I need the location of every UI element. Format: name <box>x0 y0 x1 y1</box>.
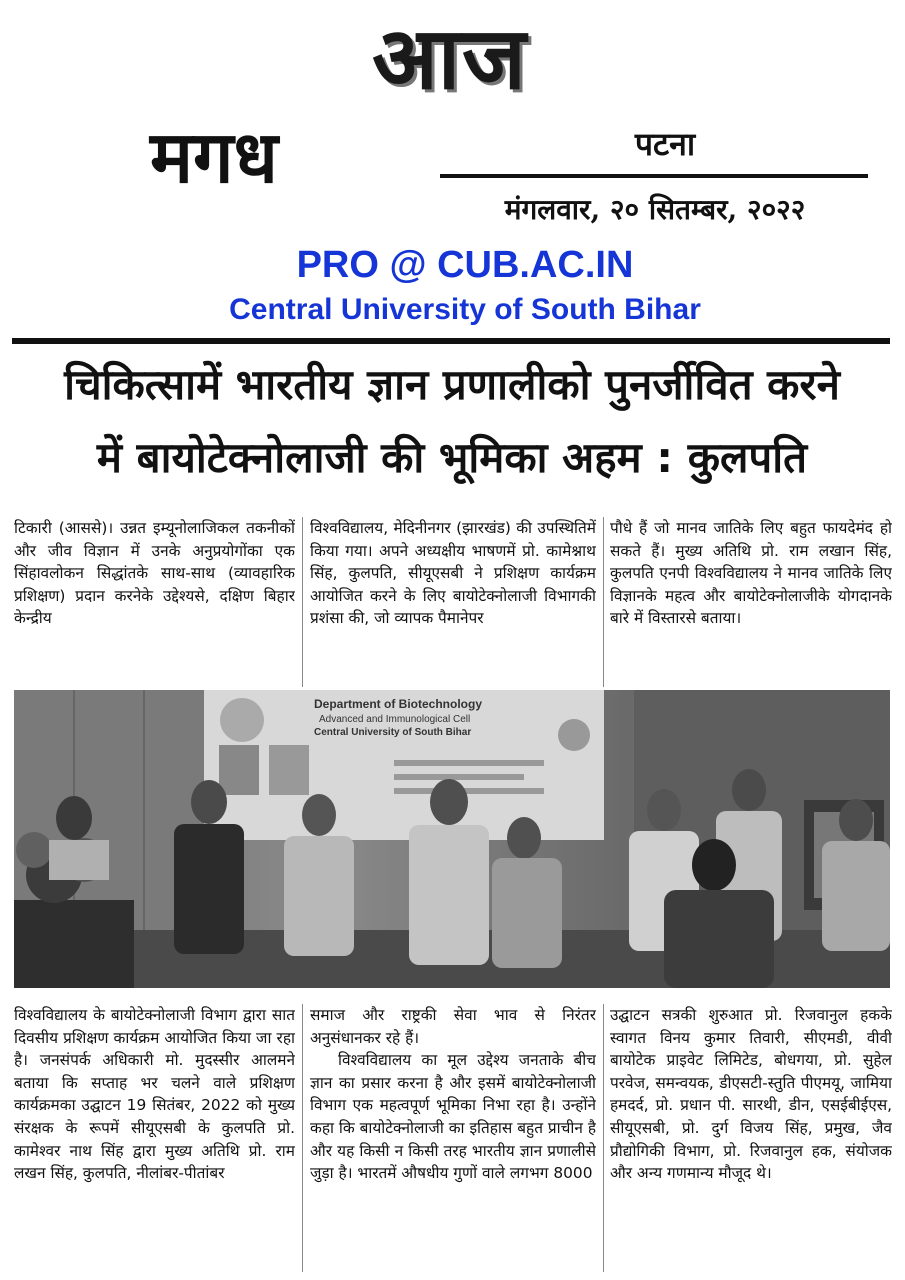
article-paragraph: विश्वविद्यालय का मूल उद्देश्य जनताके बीच ज्ञान का प्रसार करना है और इसमें बायोटेक्नोलाजी विभाग एक महत्वपूर्ण भूमिका निभा रहा है। उन्होंने कहा कि बायोटेक्नोलाजी का इतिहास बहुत प्राचीन है और यह किसी न किसी तरह भारतीय ज्ञान प्रणालीसे जुड़ा है। भारतमें औषधीय गुणों वाले लगभग 8000 <box>310 1051 596 1183</box>
newspaper-logo: आज <box>372 9 528 109</box>
event-photo <box>14 690 890 988</box>
column-divider <box>603 1004 604 1272</box>
publication-date: मंगलवार, २० सितम्बर, २०२२ <box>504 193 806 226</box>
article-column-1-bottom: विश्वविद्यालय के बायोटेक्नोलाजी विभाग द्वारा सात दिवसीय प्रशिक्षण कार्यक्रम आयोजित किया जा रहा है। जनसंपर्क अधिकारी मो. मुदस्सीर आलमने बताया कि सप्ताह भर चलने वाले प्रशिक्षण कार्यक्रमका उद्घाटन 19 सितंबर, 2022 को मुख्य संरक्षक के रूपमें सीयूएसबी के कुलपति प्रो. कामेश्वर नाथ सिंह द्वारा मुख्य अतिथि प्रो. राम लखन सिंह, कुलपति, नीलांबर-पीतांबर <box>14 1006 295 1183</box>
column-divider <box>302 1004 303 1272</box>
pro-email[interactable]: PRO @ CUB.AC.IN <box>296 244 634 286</box>
university-name: Central University of South Bihar <box>229 293 701 326</box>
article-column-1-top: टिकारी (आससे)। उन्नत इम्यूनोलाजिकल तकनीकों और जीव विज्ञान में उनके अनुप्रयोगोंका एक सिंहावलोकन सिद्धांतके साथ-साथ (व्यावहारिक प्रशिक्षण) प्रदान करनेके उद्देश्यसे, दक्षिण बिहार केन्द्रीय <box>14 519 295 628</box>
banner-text-3: Central University of South Bihar <box>314 727 472 738</box>
banner-text-1: Department of Biotechnology <box>314 697 483 711</box>
headline-rule <box>12 338 890 344</box>
article-paragraph: समाज और राष्ट्रकी सेवा भाव से निरंतर अनुसंधानकर रहे हैं। <box>310 1006 596 1047</box>
article-headline <box>12 348 892 498</box>
column-divider <box>603 517 604 687</box>
edition-name: मगध <box>150 115 278 199</box>
banner-text-2: Advanced and Immunological Cell <box>319 714 471 725</box>
article-column-3-bottom: उद्घाटन सत्रकी शुरुआत प्रो. रिजवानुल हकके स्वागत विनय कुमार तिवारी, सीएमडी, वीवी बायोटेक प्राइवेट लिमिटेड, बोधगया, प्रो. सुहेल परवेज, समन्वयक, डीएसटी-स्तुति पीएमयू, जामिया हमदर्द, प्रो. प्रधान पी. सारथी, डीन, एसईबीईएस, सीयूएसबी, प्रो. दुर्ग विजय सिंह, प्रमुख, जैव प्रौद्योगिकी विभाग, प्रो. रिजवानुल हक, संयोजक और अन्य गणमान्य मौजूद थे। <box>610 1006 892 1183</box>
article-column-2-bottom <box>310 1004 596 1274</box>
masthead-rule <box>440 174 868 178</box>
city-name: पटना <box>634 125 696 163</box>
column-divider <box>302 517 303 687</box>
headline-line-1: चिकित्सामें भारतीय ज्ञान प्रणालीको पुनर्जीवित करने <box>64 360 840 409</box>
headline-line-2: में बायोटेक्नोलाजी की भूमिका अहम : कुलपति <box>96 433 808 482</box>
article-column-2-top: विश्वविद्यालय, मेदिनीनगर (झारखंड) की उपस्थितिमें किया गया। अपने अध्यक्षीय भाषणमें प्रो. कामेश्नाथ सिंह, कुलपति, सीयूएसबी ने प्रशिक्षण कार्यक्रम आयोजित करने के लिए बायोटेक्नोलाजी विभागकी प्रशंसा की, जो व्यापक पैमानेपर <box>310 519 596 628</box>
article-column-3-top: पौधे हैं जो मानव जातिके लिए बहुत फायदेमंद हो सकते हैं। मुख्य अतिथि प्रो. राम लखान सिंह, कुलपति एनपी विश्वविद्यालय ने मानव जातिके लिए विज्ञानके महत्व और बायोटेक्नोलाजीके योगदानके बारे में विस्तारसे बताया। <box>610 519 892 628</box>
